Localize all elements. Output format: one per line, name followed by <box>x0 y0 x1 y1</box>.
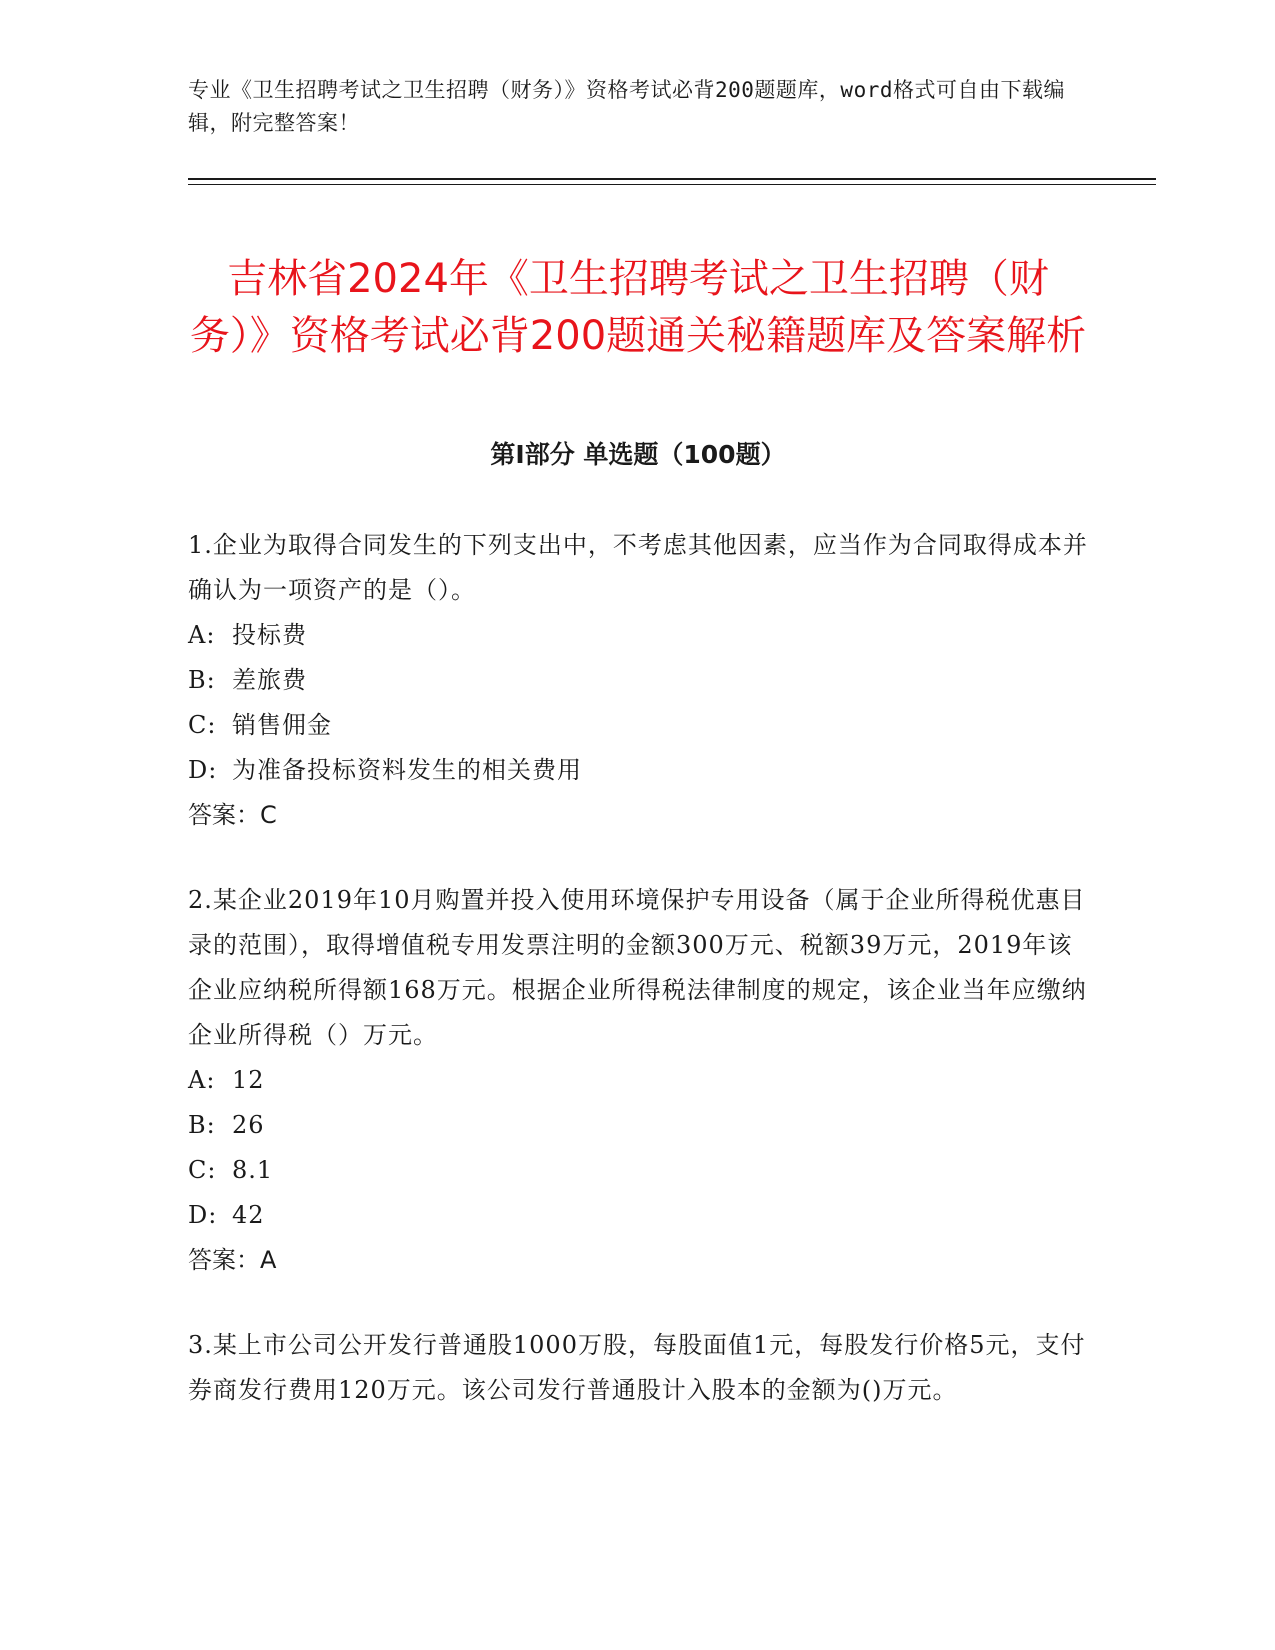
document-title: 吉林省2024年《卫生招聘考试之卫生招聘（财务）》资格考试必背200题通关秘籍题库及答案解析 <box>189 255 1087 359</box>
option-a <box>188 613 1088 658</box>
option-letter: A: <box>188 621 216 649</box>
header-rule-thin <box>188 184 1156 185</box>
question-3 <box>188 1323 1088 1413</box>
section-title: 第I部分 单选题（100题） <box>490 440 786 469</box>
question-stem: 2.某企业2019年10月购置并投入使用环境保护专用设备（属于企业所得税优惠目录的范围），取得增值税专用发票注明的金额300万元、税额39万元，2019年该企业应纳税所得额168万元。根据企业所得税法律制度的规定，该企业当年应缴纳企业所得税（）万元。 <box>188 886 1087 1049</box>
option-letter: D: <box>188 1201 218 1229</box>
answer-line: 答案：C <box>188 801 277 829</box>
question-stem: 1.企业为取得合同发生的下列支出中，不考虑其他因素，应当作为合同取得成本并确认为一项资产的是（）。 <box>188 531 1088 604</box>
header-note: 专业《卫生招聘考试之卫生招聘（财务）》资格考试必背200题题库，word格式可自由下载编辑，附完整答案！ <box>188 78 1065 135</box>
option-text: 12 <box>232 1066 265 1094</box>
question-1 <box>188 523 1088 838</box>
option-d <box>188 748 1088 793</box>
question-stem: 3.某上市公司公开发行普通股1000万股，每股面值1元，每股发行价格5元，支付券商发行费用120万元。该公司发行普通股计入股本的金额为()万元。 <box>188 1331 1086 1404</box>
option-a <box>188 1058 1088 1103</box>
option-c <box>188 1148 1088 1193</box>
option-text: 为准备投标资料发生的相关费用 <box>232 756 582 784</box>
header-rule-thick <box>188 178 1156 180</box>
option-letter: B: <box>188 1111 216 1139</box>
answer-line: 答案：A <box>188 1246 277 1274</box>
option-letter: B: <box>188 666 216 694</box>
option-letter: C: <box>188 1156 217 1184</box>
option-letter: C: <box>188 711 217 739</box>
option-c <box>188 703 1088 748</box>
option-b <box>188 1103 1088 1148</box>
option-text: 投标费 <box>232 621 307 649</box>
option-letter: A: <box>188 1066 216 1094</box>
option-b <box>188 658 1088 703</box>
question-2 <box>188 878 1088 1283</box>
option-letter: D: <box>188 756 218 784</box>
option-text: 26 <box>232 1111 265 1139</box>
option-text: 销售佣金 <box>232 711 332 739</box>
option-text: 42 <box>232 1201 265 1229</box>
question-list <box>188 523 1088 1453</box>
option-text: 差旅费 <box>232 666 307 694</box>
option-text: 8.1 <box>232 1156 274 1184</box>
option-d <box>188 1193 1088 1238</box>
